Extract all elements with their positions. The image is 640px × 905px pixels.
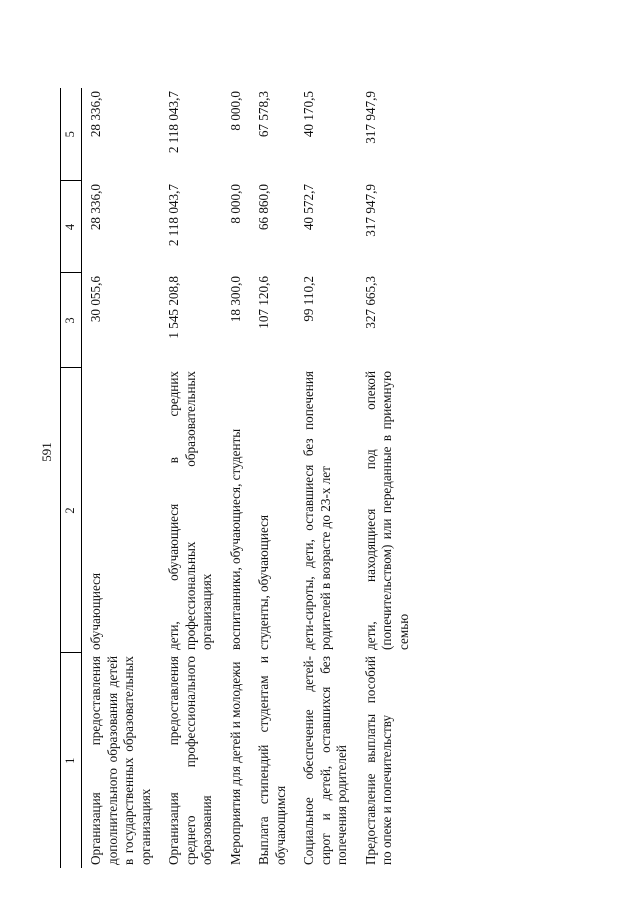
value-col4: 40 572,7	[301, 184, 316, 231]
table-row	[357, 88, 419, 868]
value-col5: 8 000,0	[227, 91, 243, 131]
recipient-category: дети-сироты, дети, оставшиеся без попечения родителей в возрасте до 23-х лет	[301, 371, 333, 650]
program-name: Выплата стипендий студентам и обучающимся	[256, 656, 288, 865]
value-col5: 28 336,0	[88, 91, 103, 138]
program-name: Организация предоставления среднего профессионального образования	[166, 656, 214, 865]
program-name: Организация предоставления дополнительного образования детей в государственных образовательных организациях	[88, 656, 153, 865]
program-name: Мероприятия для детей и молодежи	[227, 661, 243, 865]
table-row	[160, 88, 222, 868]
page-number: 591	[39, 442, 54, 462]
column-header: 1	[61, 653, 82, 868]
table-row	[250, 88, 295, 868]
recipient-category: студенты, обучающиеся	[256, 514, 271, 650]
rotated-table-container	[60, 88, 580, 868]
recipient-category: обучающиеся	[88, 572, 103, 650]
value-col3: 1 545 208,8	[166, 276, 181, 339]
value-col4: 28 336,0	[88, 184, 103, 231]
table-row	[82, 88, 161, 868]
value-col5: 2 118 043,7	[166, 91, 181, 154]
program-name: Социальное обеспечение детей-сирот и детей, оставшихся без попечения родителей	[301, 656, 349, 865]
value-col4: 66 860,0	[256, 184, 271, 231]
value-col5: 67 578,3	[256, 91, 271, 138]
recipient-category: дети, обучающиеся в средних профессиональных образовательных организациях	[166, 371, 214, 650]
budget-table	[60, 88, 418, 868]
recipient-category: воспитанники, обучающиеся, студенты	[227, 428, 243, 650]
value-col4: 317 947,9	[362, 184, 378, 237]
value-col5: 317 947,9	[362, 91, 378, 144]
value-col3: 30 055,6	[88, 276, 103, 323]
recipient-category: дети, находящиеся под опекой (попечительством) или переданные в приемную семью	[362, 371, 411, 650]
program-name: Предоставление выплаты пособий по опеке и попечительству	[362, 656, 394, 865]
table-row	[295, 88, 357, 868]
value-col4: 2 118 043,7	[166, 184, 181, 247]
value-col4: 8 000,0	[227, 184, 243, 224]
value-col3: 18 300,0	[227, 276, 243, 323]
value-col3: 327 665,3	[362, 276, 378, 329]
column-header: 4	[61, 181, 82, 273]
header-row	[61, 88, 82, 868]
value-col3: 99 110,2	[301, 276, 316, 322]
table-row	[222, 88, 251, 868]
column-header: 3	[61, 273, 82, 368]
column-header: 2	[61, 368, 82, 653]
column-header: 5	[61, 88, 82, 181]
value-col5: 40 170,5	[301, 91, 316, 138]
value-col3: 107 120,6	[256, 276, 271, 329]
